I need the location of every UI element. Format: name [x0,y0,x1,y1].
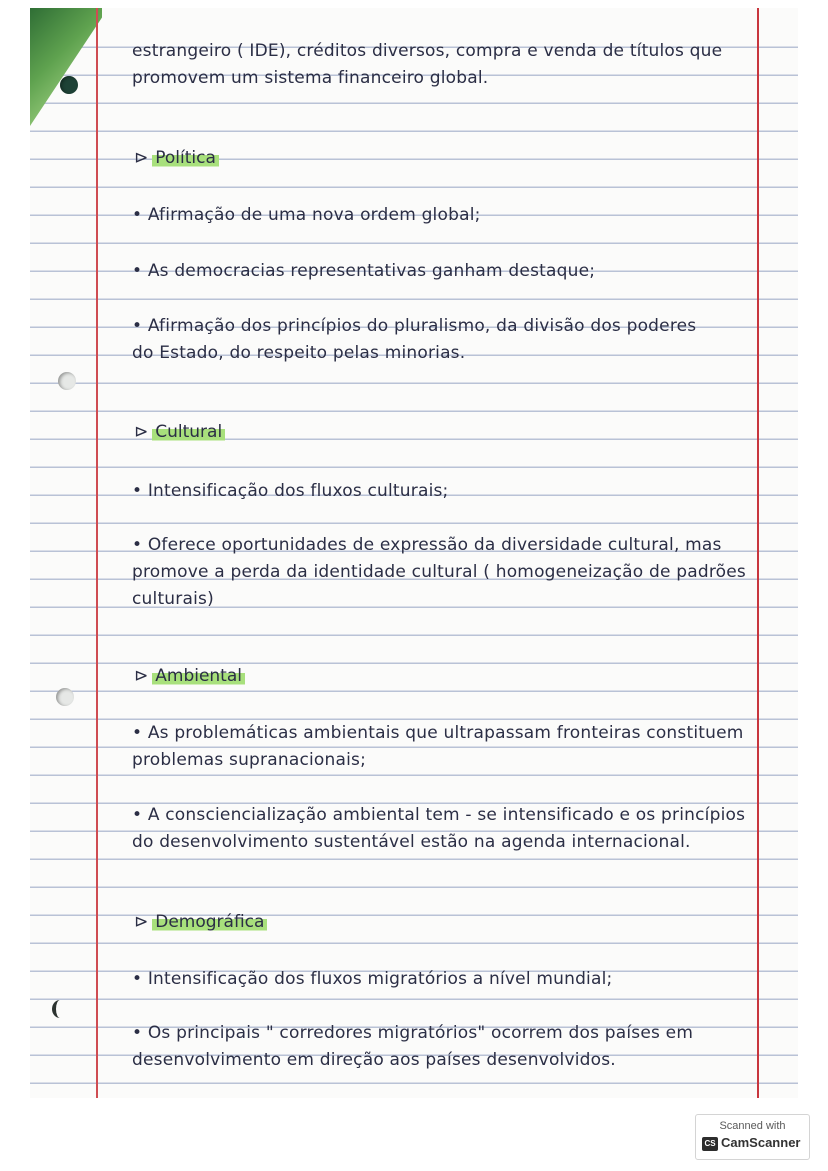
text-line: • As problemáticas ambientais que ultrapassam fronteiras constituem [132,723,744,743]
bullet-item [132,532,792,613]
arrow-icon: ⊳ [134,666,149,686]
camscanner-watermark [695,1114,810,1160]
arrow-icon: ⊳ [134,422,149,442]
text-line: estrangeiro ( IDE), créditos diversos, compra e venda de títulos que [132,41,723,61]
section-heading-label: Política [152,148,219,168]
intro-paragraph [132,38,792,92]
text-line: • As democracias representativas ganham destaque; [132,261,596,281]
text-line: • Afirmação de uma nova ordem global; [132,205,481,225]
binder-hole [52,1000,68,1018]
text-line: desenvolvimento em direção aos países desenvolvidos. [132,1050,616,1070]
bullet-item [132,720,792,774]
margin-line [96,8,98,1098]
text-line: • A consciencialização ambiental tem - se intensificado e os princípios [132,805,746,825]
bullet-item [132,258,792,285]
text-line: • Oferece oportunidades de expressão da diversidade cultural, mas [132,535,722,555]
bullet-item [132,1020,792,1074]
section-heading-politica [134,148,219,168]
bullet-item [132,478,792,505]
section-heading-ambiental [134,666,245,686]
binder-hole [56,688,74,706]
green-corner-decoration [30,8,102,126]
bullet-item [132,802,792,856]
text-line: • Intensificação dos fluxos migratórios a nível mundial; [132,969,613,989]
text-line: culturais) [132,589,214,609]
text-line: do desenvolvimento sustentável estão na agenda internacional. [132,832,691,852]
section-heading-demografica [134,912,267,932]
arrow-icon: ⊳ [134,912,149,932]
text-line: problemas supranacionais; [132,750,367,770]
section-heading-label: Demográfica [152,912,267,932]
watermark-caption: Scanned with [719,1120,786,1132]
camscanner-logo-icon: CS [702,1137,718,1151]
bullet-item [132,202,792,229]
binder-hole [60,76,78,94]
text-line: promovem um sistema financeiro global. [132,68,489,88]
section-heading-label: Ambiental [152,666,245,686]
text-line: • Os principais " corredores migratórios" ocorrem dos países em [132,1023,694,1043]
bullet-item [132,966,792,993]
section-heading-label: Cultural [152,422,225,442]
section-heading-cultural [134,422,225,442]
text-line: do Estado, do respeito pelas minorias. [132,343,466,363]
bullet-item [132,313,792,367]
text-line: • Intensificação dos fluxos culturais; [132,481,449,501]
watermark-brand: CamScanner [721,1135,801,1150]
text-line: promove a perda da identidade cultural ( homogeneização de padrões [132,562,746,582]
text-line: • Afirmação dos princípios do pluralismo, da divisão dos poderes [132,316,697,336]
arrow-icon: ⊳ [134,148,149,168]
notebook-page [30,8,798,1098]
binder-hole [58,372,76,390]
